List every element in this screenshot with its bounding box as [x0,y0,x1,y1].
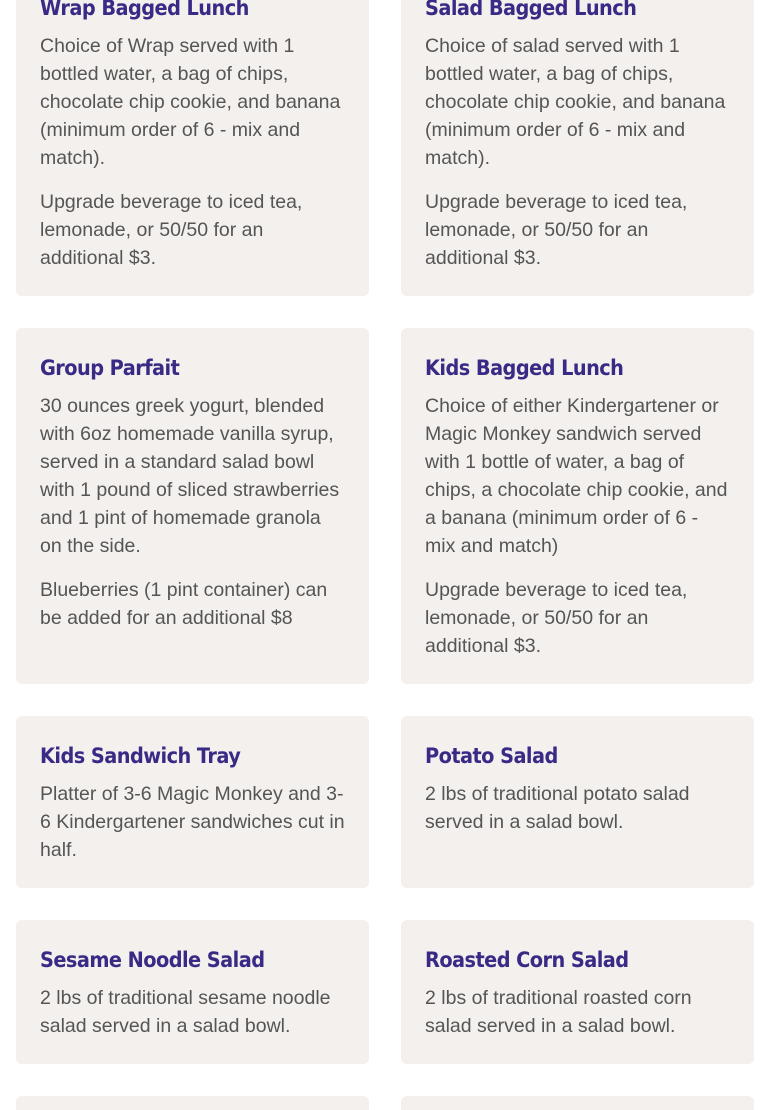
menu-card-partial-right [401,1096,754,1110]
card-title: Sesame Noodle Salad [40,948,265,972]
card-title: Kids Sandwich Tray [40,744,241,768]
card-addon-note: Blueberries (1 pint container) can be added for an additional $8 [40,579,328,629]
card-description: 30 ounces greek yogurt, blended with 6oz homemade vanilla syrup, served in a standard salad bowl with 1 pound of sliced strawberries and 1 pint of homemade granola on the side. [40,395,340,557]
card-description: Choice of either Kindergartener or Magic Monkey sandwich served with 1 bottle of water, a bag of chips, a chocolate chip cookie, and a banana (minimum order of 6 - mix and match) [425,395,728,557]
menu-card-salad-bagged-lunch [401,0,754,296]
card-description: Choice of salad served with 1 bottled water, a bag of chips, chocolate chip cookie, and banana (minimum order of 6 - mix and match). [425,35,726,169]
card-upgrade-note: Upgrade beverage to iced tea, lemonade, or 50/50 for an additional $3. [40,191,303,269]
menu-card-wrap-bagged-lunch [16,0,369,296]
card-title: Group Parfait [40,356,180,380]
card-description: 2 lbs of traditional potato salad served in a salad bowl. [425,783,690,833]
card-title: Roasted Corn Salad [425,948,629,972]
card-title: Kids Bagged Lunch [425,356,624,380]
card-description: 2 lbs of traditional roasted corn salad served in a salad bowl. [425,987,692,1037]
card-description: 2 lbs of traditional sesame noodle salad served in a salad bowl. [40,987,331,1037]
card-description: Platter of 3-6 Magic Monkey and 3-6 Kindergartener sandwiches cut in half. [40,783,345,861]
menu-card-kids-bagged-lunch [401,328,754,684]
card-title: Salad Bagged Lunch [425,0,637,20]
card-title: Wrap Bagged Lunch [40,0,249,20]
card-upgrade-note: Upgrade beverage to iced tea, lemonade, or 50/50 for an additional $3. [425,579,688,657]
card-upgrade-note: Upgrade beverage to iced tea, lemonade, or 50/50 for an additional $3. [425,191,688,269]
menu-card-sesame-noodle-salad [16,920,369,1064]
menu-grid [16,0,754,1110]
menu-card-partial-left [16,1096,369,1110]
card-title: Potato Salad [425,744,558,768]
menu-card-potato-salad [401,716,754,888]
card-description: Choice of Wrap served with 1 bottled water, a bag of chips, chocolate chip cookie, and banana (minimum order of 6 - mix and match). [40,35,341,169]
menu-card-kids-sandwich-tray [16,716,369,888]
menu-card-roasted-corn-salad [401,920,754,1064]
menu-card-group-parfait [16,328,369,684]
